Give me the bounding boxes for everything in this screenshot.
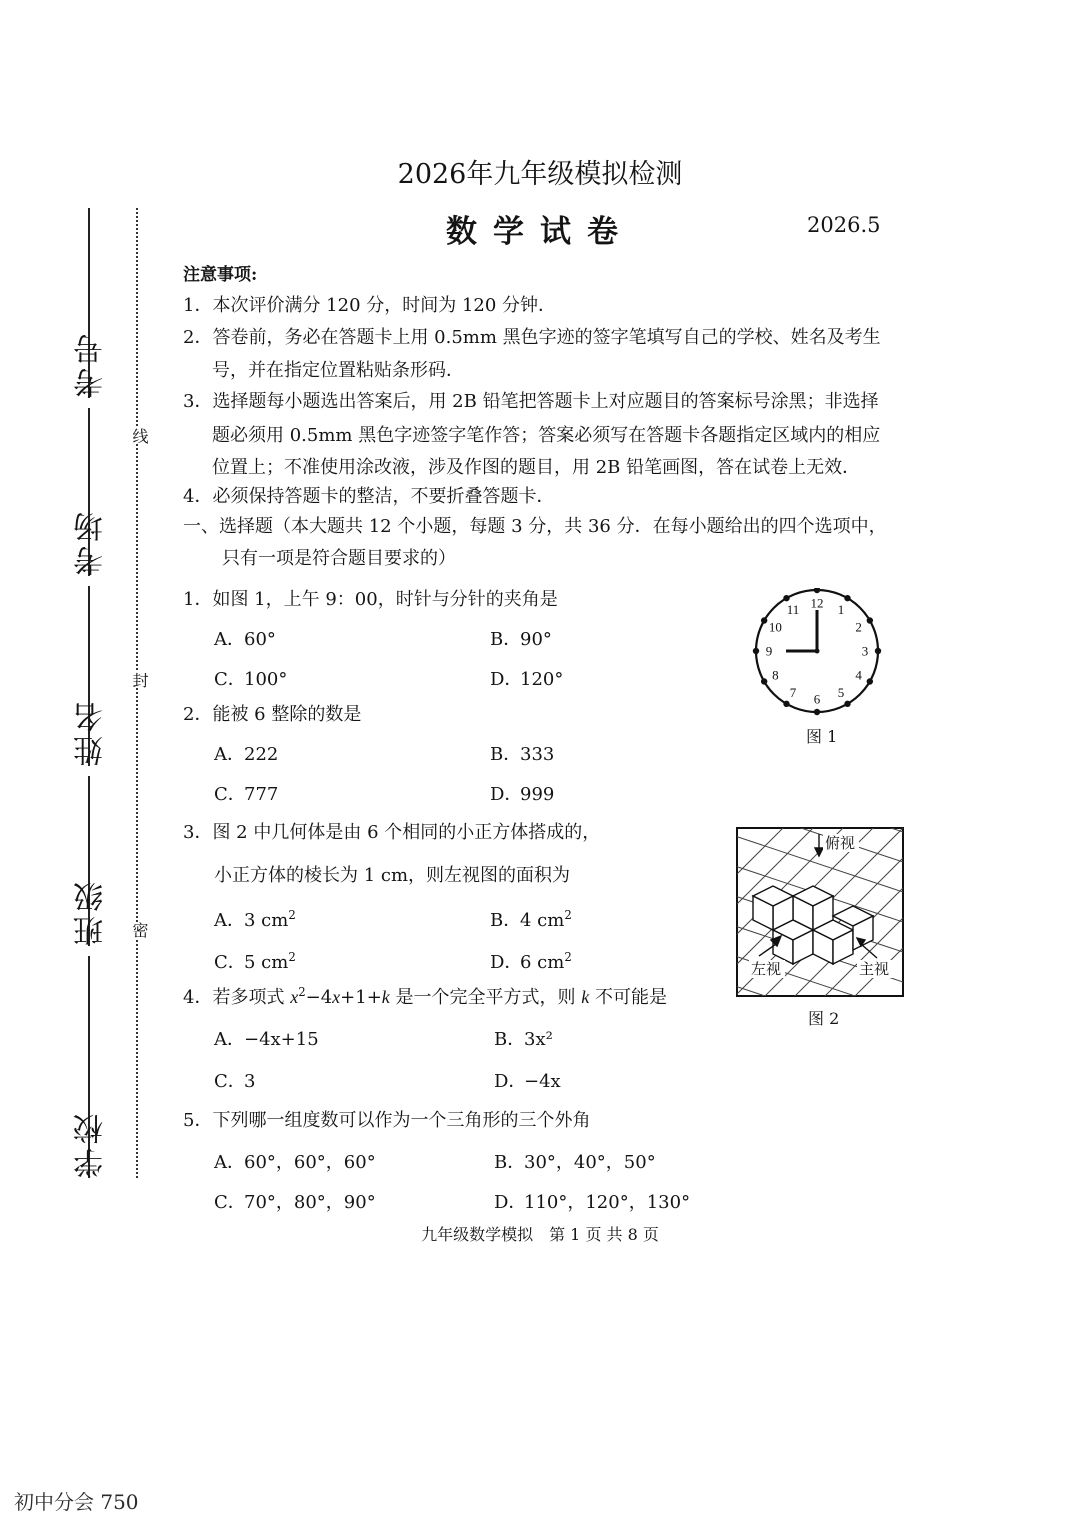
exam-title: 2026年九年级模拟检测 [397, 159, 683, 190]
question-5-stem: 5．下列哪一组度数可以作为一个三角形的三个外角 [183, 1110, 591, 1131]
clock-tick-dot [761, 617, 767, 623]
q3-option-b: B．4 $cm^2$ [490, 908, 572, 931]
name-field [74, 586, 109, 766]
note-line: 2．答卷前，务必在答题卡上用 0.5mm 黑色字迹的签字笔填写自己的学校、姓名及考生 [183, 327, 881, 348]
class-label: 班级 [74, 878, 109, 946]
clock-tick-dot [783, 701, 789, 707]
exam-date: 2026.5 [807, 213, 881, 237]
clock-number: 11 [786, 601, 800, 617]
clock-number: 2 [855, 619, 862, 635]
q4-option-c: C．3 [214, 1071, 256, 1092]
class-field [74, 776, 109, 946]
q5-option-d: D．110°，120°，130° [494, 1192, 691, 1213]
school-field [74, 956, 109, 1178]
clock-number: 10 [768, 619, 782, 635]
clock-tick-dot [753, 648, 759, 654]
q4-option-d: D．−4x [494, 1071, 561, 1092]
note-line: 题必须用 0.5mm 黑色字迹签字笔作答；答案必须写在答题卡各题指定区域内的相应 [212, 425, 881, 446]
binding-margin [0, 0, 160, 1200]
subject-title: 数学试卷 [446, 214, 634, 250]
clock-tick-dot [844, 595, 850, 601]
clock-number: 9 [765, 643, 773, 659]
q3-option-d: D．6 $cm^2$ [490, 950, 572, 973]
question-3-stem: 3．图 2 中几何体是由 6 个相同的小正方体搭成的， [183, 822, 601, 843]
question-4-stem: 4．若多项式 $x^2-4x+1+k$ 是一个完全平方式，则 k 不可能是 [183, 985, 667, 1008]
q1-option-b: B．90° [490, 629, 552, 650]
question-3-stem-cont: 小正方体的棱长为 1 cm，则左视图的面积为 [214, 865, 571, 886]
seal-dotted-line [136, 208, 138, 1178]
q5-option-a: A．60°，60°，60° [214, 1152, 376, 1173]
q1-option-d: D．120° [490, 669, 564, 690]
clock-tick-dot [783, 595, 789, 601]
q4-option-b: B．3x² [494, 1029, 553, 1050]
watermark: 初中分会 750 [14, 1490, 139, 1514]
question-1-stem: 1．如图 1，上午 9：00，时针与分针的夹角是 [183, 589, 558, 610]
clock-number: 3 [861, 643, 869, 659]
exam-number-label: 考号 [74, 330, 109, 398]
clock-number: 5 [837, 685, 845, 701]
clock-number: 1 [837, 601, 845, 617]
clock-tick-dot [814, 709, 820, 715]
left-view-label: 左视 [751, 960, 782, 978]
note-line: 1．本次评价满分 120 分，时间为 120 分钟． [183, 295, 557, 316]
clock-number: 8 [772, 667, 779, 683]
clock-tick-dot [814, 588, 820, 593]
front-view-label: 主视 [859, 960, 890, 978]
clock-center [815, 649, 820, 654]
figure-1-clock [748, 588, 888, 720]
school-label: 学校 [74, 1110, 109, 1178]
clock-number: 4 [855, 667, 862, 683]
page-footer: 九年级数学模拟 第 1 页 共 8 页 [421, 1225, 659, 1244]
clock-tick-dot [867, 678, 873, 684]
notes-heading: 注意事项: [183, 265, 258, 285]
seal-char-line: 线 [130, 428, 149, 444]
q4-option-a: A．−4x+15 [214, 1029, 319, 1050]
note-line: 位置上；不准使用涂改液，涉及作图的题目，用 2B 铅笔画图，答在试卷上无效． [212, 457, 861, 478]
figure-2-caption: 图 2 [808, 1009, 840, 1028]
q5-option-c: C．70°，80°，90° [214, 1192, 376, 1213]
section-heading: 一、选择题（本大题共 12 个小题，每题 3 分，共 36 分．在每小题给出的四个选项中， [183, 516, 887, 537]
seal-char-seal: 封 [130, 672, 149, 688]
exam-room-field [74, 408, 109, 576]
q5-option-b: B．30°，40°，50° [494, 1152, 656, 1173]
q1-option-c: C．100° [214, 669, 288, 690]
note-line: 号，并在指定位置粘贴条形码． [212, 360, 464, 381]
q2-option-c: C．777 [214, 784, 279, 805]
section-heading-cont: 只有一项是符合题目要求的） [222, 548, 456, 569]
clock-tick-dot [875, 648, 881, 654]
note-line: 3．选择题每小题选出答案后，用 2B 铅笔把答题卡上对应题目的答案标号涂黑；非选择 [183, 391, 879, 412]
figure-1-caption: 图 1 [806, 727, 838, 746]
seal-char-secret: 密 [130, 922, 149, 938]
clock-tick-dot [844, 701, 850, 707]
q2-option-a: A．222 [214, 744, 279, 765]
figure-2-cubes [735, 826, 905, 998]
exam-number-field [74, 208, 109, 398]
clock-tick-dot [867, 617, 873, 623]
q1-option-a: A．60° [214, 629, 276, 650]
clock-number: 7 [789, 685, 797, 701]
q2-option-d: D．999 [490, 784, 555, 805]
clock-tick-dot [761, 678, 767, 684]
question-2-stem: 2．能被 6 整除的数是 [183, 704, 362, 725]
note-line: 4．必须保持答题卡的整洁，不要折叠答题卡． [183, 486, 555, 507]
q2-option-b: B．333 [490, 744, 555, 765]
name-label: 姓名 [74, 698, 109, 766]
q3-option-c: C．5 $cm^2$ [214, 950, 296, 973]
clock-number: 6 [813, 691, 821, 707]
top-view-label: 俯视 [825, 834, 856, 852]
q3-option-a: A．3 $cm^2$ [214, 908, 296, 931]
exam-room-label: 考场 [74, 508, 109, 576]
clock-number: 12 [810, 595, 824, 611]
